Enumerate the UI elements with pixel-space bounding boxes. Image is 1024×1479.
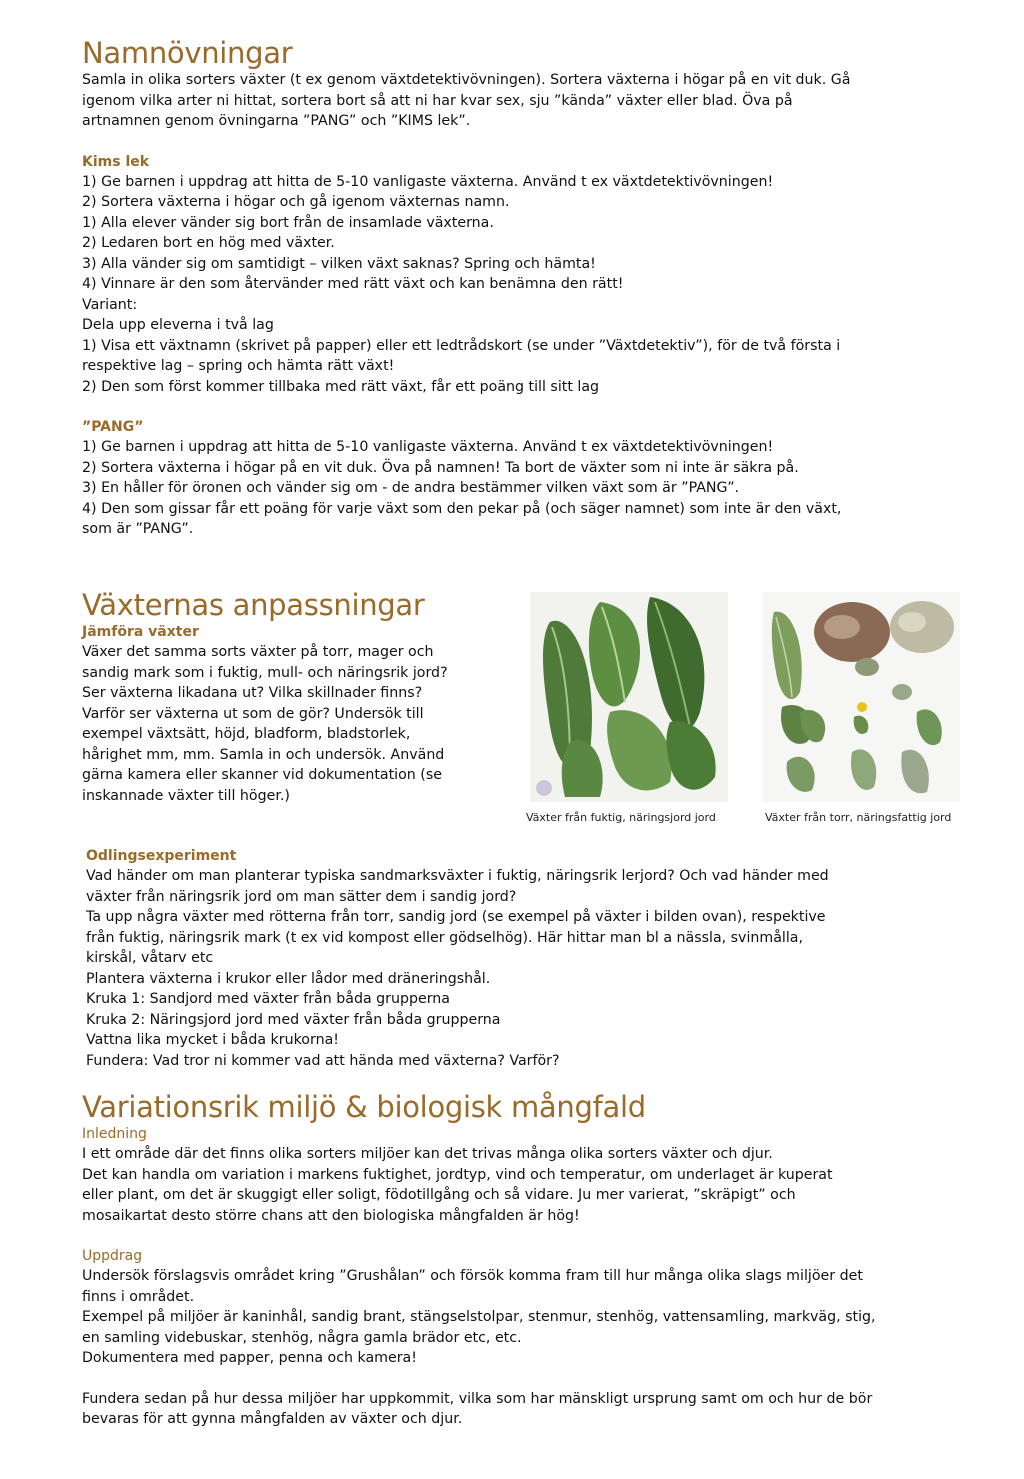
- photo-dry-soil-plants: [762, 592, 960, 802]
- pang-line: som är ”PANG”.: [82, 521, 194, 537]
- heading-uppdrag: Uppdrag: [82, 1248, 143, 1264]
- plant-photos: [522, 592, 962, 832]
- section-odlingsexperiment: [86, 846, 966, 1071]
- kims-line: 4) Vinnare är den som återvänder med rätt växt och kan benämna den rätt!: [82, 276, 624, 292]
- intro-line: artnamnen genom övningarna ”PANG” och ”KIMS lek”.: [82, 113, 471, 129]
- body-line: Kruka 2: Näringsjord jord med växter från båda grupperna: [86, 1011, 501, 1028]
- body-line: sandig mark som i fuktig, mull- och näringsrik jord?: [82, 664, 448, 681]
- kims-line: 2) Sortera växterna i högar och gå igenom växternas namn.: [82, 194, 510, 210]
- body-line: Kruka 1: Sandjord med växter från båda grupperna: [86, 991, 450, 1007]
- kims-line: Dela upp eleverna i två lag: [82, 317, 274, 333]
- caption-moist-soil: Växter från fuktig, näringsjord jord: [526, 811, 716, 824]
- photo-moist-soil-plants: [530, 592, 728, 802]
- body-line: Varför ser växterna ut som de gör? Undersök till: [82, 705, 424, 722]
- body-line: Det kan handla om variation i markens fuktighet, jordtyp, vind och temperatur, om underlaget är kuperat: [82, 1166, 833, 1183]
- body-line: Ser växterna likadana ut? Vilka skillnader finns?: [82, 685, 423, 701]
- body-line: Undersök förslagsvis området kring ”Grushålan” och försök komma fram till hur många olika slags miljöer det: [82, 1268, 863, 1284]
- body-line: från fuktig, näringsrik mark (t ex vid kompost eller gödselhög). Här hittar man bl a nässla, svinmålla,: [86, 929, 803, 946]
- body-line: Dokumentera med papper, penna och kamera!: [82, 1350, 417, 1366]
- heading-jamfora-vaxter: Jämföra växter: [82, 624, 199, 640]
- section-vaxternas-anpassningar: [82, 588, 502, 806]
- heading-kims-lek: Kims lek: [82, 153, 150, 170]
- body-line: inskannade växter till höger.): [82, 787, 290, 804]
- kims-line: 1) Alla elever vänder sig bort från de insamlade växterna.: [82, 214, 494, 231]
- kims-line: respektive lag – spring och hämta rätt växt!: [82, 358, 395, 374]
- body-line: mosaikartat desto större chans att den biologiska mångfalden är hög!: [82, 1207, 580, 1224]
- heading-pang: ”PANG”: [82, 419, 144, 435]
- pang-line: 1) Ge barnen i uppdrag att hitta de 5-10 vanligaste växterna. Använd t ex växtdetektivövningen!: [82, 439, 774, 455]
- body-line: eller plant, om det är skuggigt eller soligt, födotillgång och så vidare. Ju mer varierat, ”skräpigt” och: [82, 1187, 796, 1203]
- body-line: gärna kamera eller skanner vid dokumentation (se: [82, 767, 442, 783]
- heading-odlingsexperiment: Odlingsexperiment: [86, 848, 237, 864]
- body-line: I ett område där det finns olika sorters miljöer kan det trivas många olika sorters växter och djur.: [82, 1146, 773, 1162]
- heading-inledning: Inledning: [82, 1126, 147, 1142]
- kims-line: 1) Ge barnen i uppdrag att hitta de 5-10 vanligaste växterna. Använd t ex växtdetektivövningen!: [82, 173, 774, 190]
- body-line: bevaras för att gynna mångfalden av växter och djur.: [82, 1411, 463, 1427]
- section-title-namnovningar: Namnövningar: [82, 36, 293, 70]
- body-line: Växer det samma sorts växter på torr, mager och: [82, 644, 434, 660]
- body-line: Vattna lika mycket i båda krukorna!: [86, 1032, 339, 1048]
- leaves-illustration: [530, 592, 728, 802]
- body-line: Fundera: Vad tror ni kommer vad att hända med växterna? Varför?: [86, 1052, 560, 1069]
- intro-line: igenom vilka arter ni hittat, sortera bort så att ni har kvar sex, sju ”kända” växter eller blad. Öva på: [82, 92, 793, 109]
- kims-line: 2) Den som först kommer tillbaka med rätt växt, får ett poäng till sitt lag: [82, 378, 600, 395]
- body-line: finns i området.: [82, 1288, 195, 1305]
- pang-line: 2) Sortera växterna i högar på en vit duk. Öva på namnen! Ta bort de växter som ni inte är säkra på.: [82, 459, 799, 476]
- body-line: Exempel på miljöer är kaninhål, sandig brant, stängselstolpar, stenmur, stenhög, vattensamling, markväg, stig,: [82, 1309, 876, 1325]
- kims-line: Variant:: [82, 296, 138, 313]
- body-line: Vad händer om man planterar typiska sandmarksväxter i fuktig, näringsrik lerjord? Och vad händer med: [86, 868, 829, 884]
- body-line: Plantera växterna i krukor eller lådor med dräneringshål.: [86, 970, 491, 987]
- kims-line: 3) Alla vänder sig om samtidigt – vilken växt saknas? Spring och hämta!: [82, 255, 596, 272]
- body-line: exempel växtsätt, höjd, bladform, bladstorlek,: [82, 726, 411, 742]
- body-line: en samling videbuskar, stenhög, några gamla brädor etc, etc.: [82, 1329, 522, 1346]
- body-line: Ta upp några växter med rötterna från torr, sandig jord (se exempel på växter i bilden ovan), respektive: [86, 909, 826, 925]
- section-title-variationsrik: Variationsrik miljö & biologisk mångfald: [82, 1090, 646, 1124]
- body-line: kirskål, våtarv etc: [86, 950, 214, 966]
- dry-plants-illustration: [762, 592, 960, 802]
- section-namnovningar: [82, 36, 962, 540]
- section-title-anpassningar: Växternas anpassningar: [82, 588, 425, 622]
- body-line: hårighet mm, mm. Samla in och undersök. Använd: [82, 746, 445, 763]
- caption-dry-soil: Växter från torr, näringsfattig jord: [765, 811, 952, 824]
- section-variationsrik-miljo: [82, 1090, 962, 1430]
- pang-line: 4) Den som gissar får ett poäng för varje växt som den pekar på (och säger namnet) som inte är den växt,: [82, 500, 842, 517]
- body-line: växter från näringsrik jord om man sätter dem i sandig jord?: [86, 888, 517, 905]
- intro-line: Samla in olika sorters växter (t ex genom växtdetektivövningen). Sortera växterna i högar på en vit duk. Gå: [82, 72, 851, 88]
- body-line: Fundera sedan på hur dessa miljöer har uppkommit, vilka som har mänskligt ursprung samt om och hur de bör: [82, 1390, 873, 1407]
- pang-line: 3) En håller för öronen och vänder sig om - de andra bestämmer vilken växt som är ”PANG”.: [82, 480, 740, 496]
- kims-line: 2) Ledaren bort en hög med växter.: [82, 235, 335, 251]
- kims-line: 1) Visa ett växtnamn (skrivet på papper) eller ett ledtrådskort (se under ”Växtdetektiv”), för de två första i: [82, 337, 841, 354]
